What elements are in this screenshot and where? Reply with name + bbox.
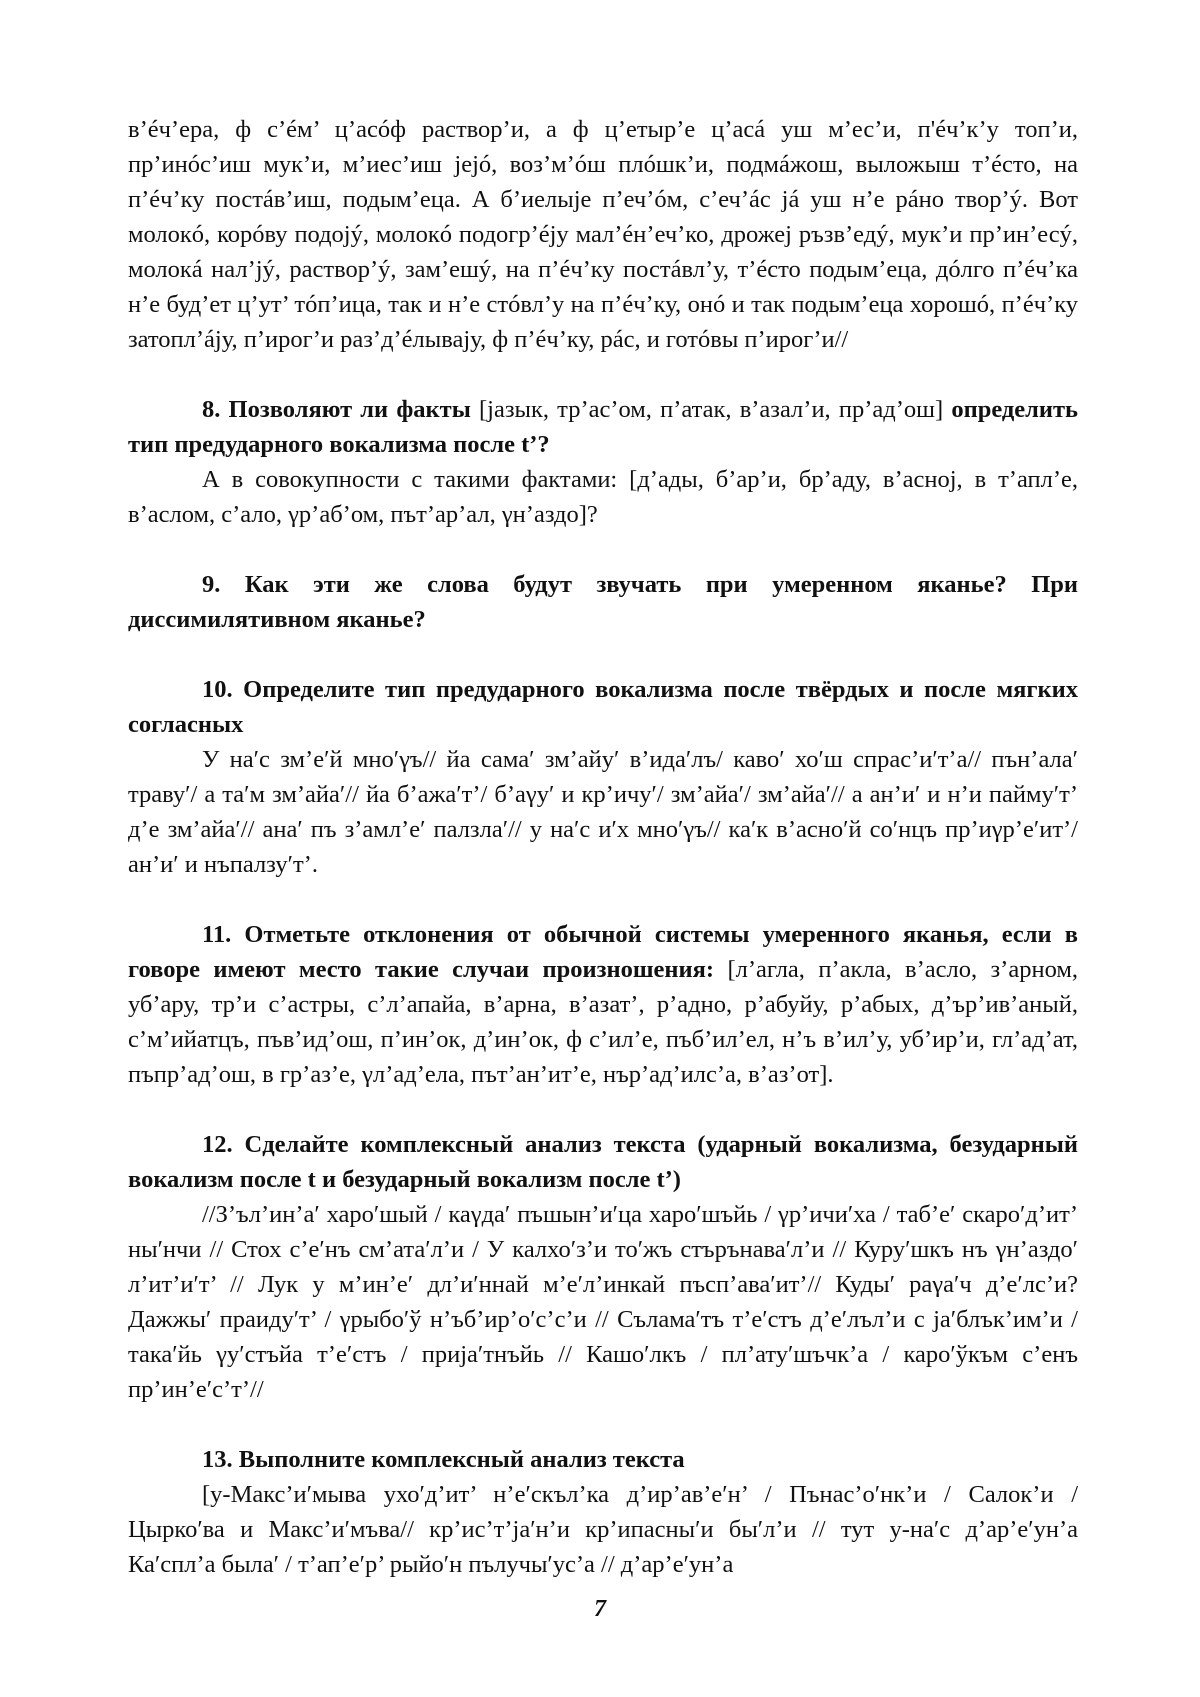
question-8 — [128, 392, 1078, 532]
intro-paragraph: в’éч’ера, ф с’éм’ ц’асóф раствор’и, а ф ц’етыр’е ц’асá уш м’ес’и, п'éч’к’у топ’и, пр’инóс’иш мук’и, м’иес’иш јејó, воз’м’óш плóшк’и, подмáжош, выложыш т’éсто, на п’éч’ку постáв’иш, подым’еца. А б’иелыје п’еч’óм, с’еч’áс јá уш н’е рáно твор’ý. Вот молокó, корóву подојý, молокó подогр’éју мал’éн’еч’ко, дрожеј ръзв’едý, мук’и пр’ин’есý, молокá нал’јý, раствор’ý, зам’ешý, на п’éч’ку постáвл’у, т’éсто подым’еца, дóлго п’éч’ка н’е буд’ет ц’ут’ тóп’ица, так и н’е стóвл’у на п’éч’ку, онó и так подым’еца хорошó, п’éч’ку затопл’áју, п’ирог’и раз’д’éлывају, ф п’éч’ку, рáс, и готóвы п’ирог’и// — [128, 116, 1078, 353]
question-10-body: У на′с зм’е′й мно′γъ// йа сама′ зм’айу′ в’ида′лъ/ каво′ хо′ш спрас’и′т’а// пън’ала′ траву′/ а та′м зм’айа′// йа б’ажа′т’/ б’аγу′ и кр’ичу′/ зм’айа′/ зм’айа′// а ан’и′ и н’и пайму′т’ д’е зм’айа′// ана′ пъ з’амл’е′ палзла′// у на′с и′х мно′γъ// ка′к в’асно′й со′нцъ пр’иγр’е′ит’/ ан’и′ и нъпалзу′т’. — [128, 746, 1078, 878]
question-12-body: //З’ъл’ин’а′ харо′шый / каγда′ пъшын’и′ца харо′шъйь / γр’ичи′ха / таб’е′ скаро′д’ит’ ны′нчи // Стох с’е′нъ см’ата′л’и / У калхо′з’и то′жъ стърънава′л’и // Куру′шкъ нъ γн’аздо′ л’ит’и′т’ // Лук у м’ин’е′ дл’и′ннай м’е′л’инкай пъсп’ава′ит’// Куды′ раγа′ч д’е′лс’и? Дажжы′ праиду′т’ / γрыбо′ў н’ъб’ир’о′с’с’и // Сълама′тъ т’е′стъ д’е′лъл’и с ја′блък’им’и / така′йь γу′стъйа т’е′стъ / прија′тнъйь // Кашо′лкъ / пл’ату′шъчк’а / каро′ўкъм с’енъ пр’ин’е′с’т’// — [128, 1201, 1078, 1403]
question-8-heading-words: [јазык, тр’ас’ом, п’атак, в’азал’и, пр’ад’ош] — [470, 396, 952, 423]
question-13-body: [у-Макс’и′мыва ухо′д’ит’ н’е′скъл’ка д’ир’ав’е′н’ / Пънас’о′нк’и / Салок’и / Цырко′ва и Макс’и′мъва// кр’ис’т’ја′н’и кр’ипасны′и бы′л’и // тут у-на′с д’ар’е′ун’а Ка′спл’а была′ / т’ап’е′р’ рыйо′н пълучы′ус’а // д’ар’е′ун’а — [128, 1481, 1078, 1578]
page-number: 7 — [594, 1596, 606, 1622]
question-9-heading: 9. Как эти же слова будут звучать при умеренном яканье? При диссимилятивном яканье? — [128, 571, 1078, 633]
question-10-heading: 10. Определите тип предударного вокализма после твёрдых и после мягких согласных — [128, 676, 1078, 738]
question-11 — [128, 917, 1078, 1092]
question-12 — [128, 1127, 1078, 1407]
question-13-heading: 13. Выполните комплексный анализ текста — [202, 1446, 685, 1473]
question-8-heading — [128, 392, 1078, 462]
question-8-body: А в совокупности с такими фактами: [д’ады, б’ар’и, бр’аду, в’асној, в т’апл’е, в’аслом, с’ало, γр’аб’ом, път’ар’ал, γн’аздо]? — [128, 466, 1078, 528]
question-11-heading — [128, 917, 1078, 1092]
question-10 — [128, 672, 1078, 882]
question-11-heading-bold: 11. Отметьте отклонения от обычной системы умеренного яканья, если в говоре имеют место такие случаи произношения: — [128, 921, 1078, 983]
question-11-heading-words: [л’агла, п’акла, в’асло, з’арном, уб’ару, тр’и с’астры, с’л’апайа, в’арна, в’азат’, р’адно, р’абуйу, р’абых, д’ър’ив’аный, с’м’ийатцъ, пъв’ид’ош, п’ин’ок, д’ин’ок, ф с’ил’е, пъб’ил’ел, н’ъ в’ил’у, уб’ир’и, гл’ад’ат, пъпр’ад’ош, в гр’аз’е, γл’ад’ела, път’ан’ит’е, нър’ад’илс’а, в’аз’от]. — [128, 956, 1078, 1088]
document-page — [128, 112, 1078, 1582]
question-13 — [128, 1442, 1078, 1582]
question-9 — [128, 567, 1078, 637]
question-8-heading-bold-2: определить тип предударного вокализма после t’? — [128, 396, 1078, 458]
question-8-heading-bold-1: 8. Позволяют ли факты — [202, 396, 471, 423]
question-12-heading: 12. Сделайте комплексный анализ текста (ударный вокализма, безударный вокализм после t и безударный вокализм после t’) — [128, 1131, 1078, 1193]
